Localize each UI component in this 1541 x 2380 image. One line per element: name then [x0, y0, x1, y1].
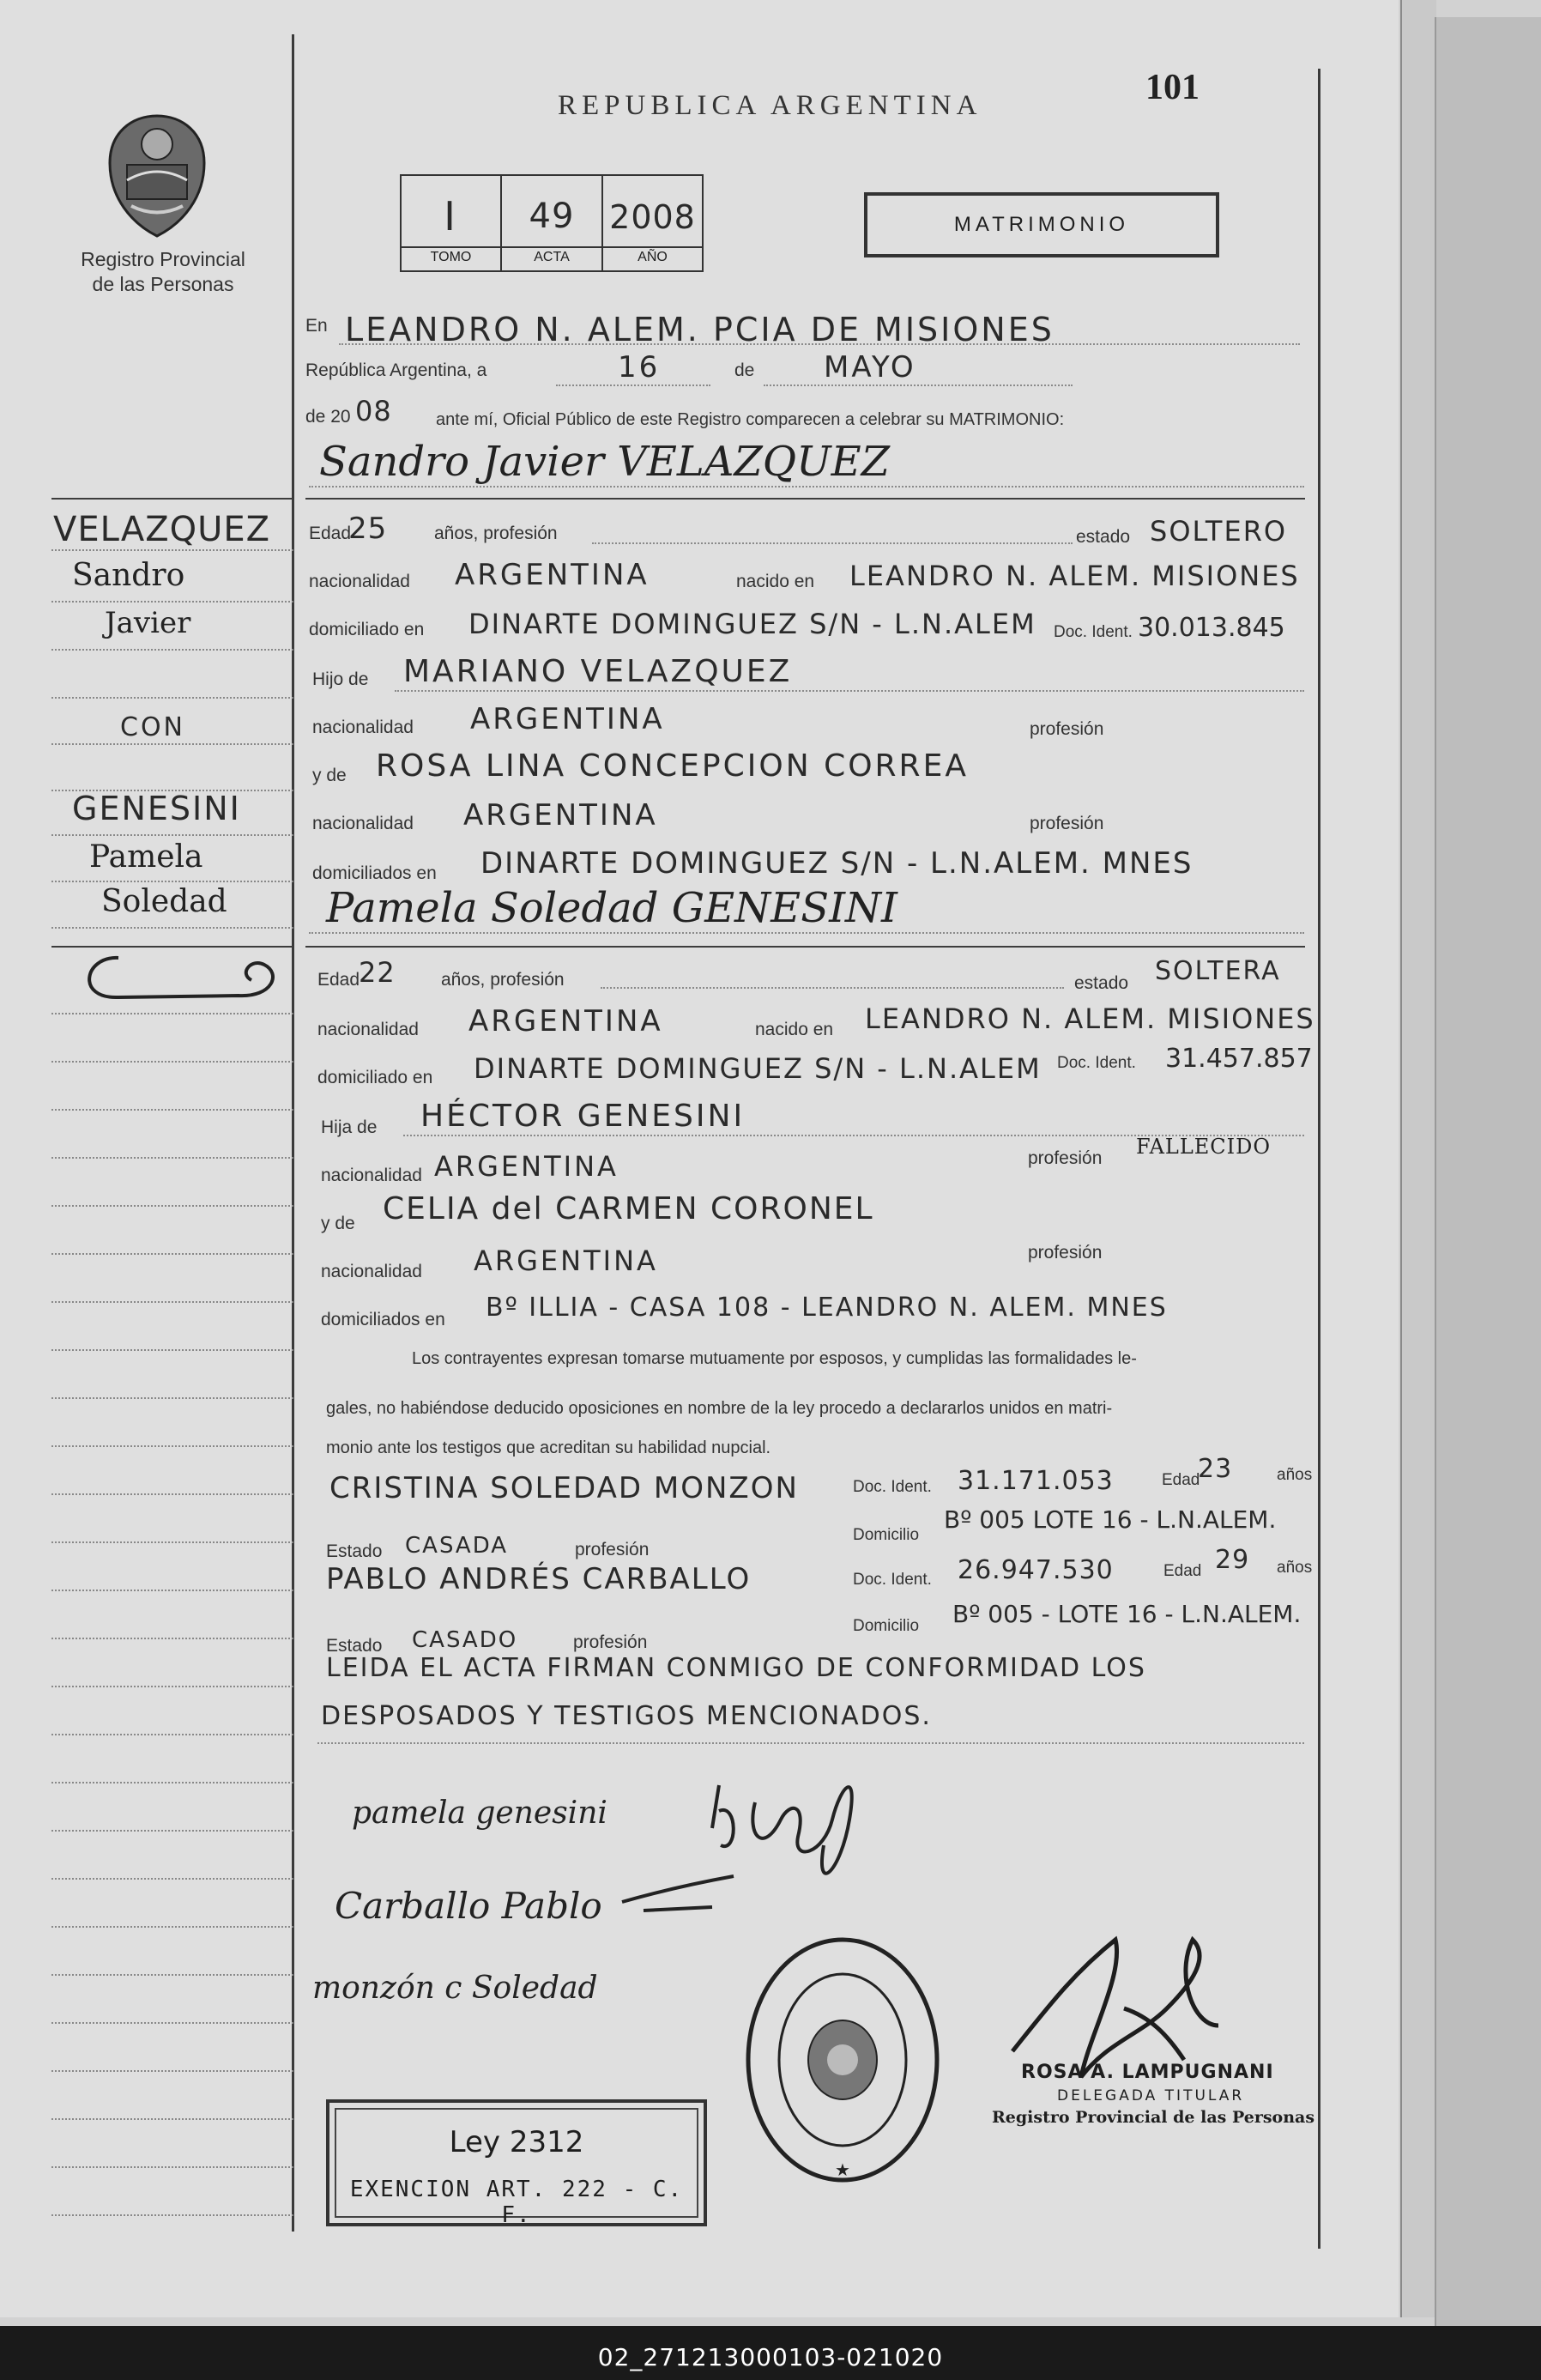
groom-mother: ROSA LINA CONCEPCION CORREA: [376, 748, 969, 784]
declaration-line1: Los contrayentes expresan tomarse mutuamente por esposos, y cumplidas las formalidades le-: [412, 1349, 1137, 1368]
bride-doc: 31.457.857: [1165, 1044, 1313, 1074]
closing-line1: LEIDA EL ACTA FIRMAN CONMIGO DE CONFORMIDAD LOS: [326, 1653, 1146, 1683]
bride-mother-label: y de: [321, 1214, 355, 1233]
margin-divider: [292, 34, 294, 2232]
bride-nacido-label: nacido en: [755, 1020, 834, 1039]
bride-estado-label: estado: [1074, 973, 1129, 993]
groom-father: MARIANO VELAZQUEZ: [403, 654, 793, 689]
bride-signature: pamela genesini: [352, 1796, 607, 1831]
witness2-profesion-label: profesión: [573, 1632, 648, 1652]
groom-estado-label: estado: [1076, 527, 1131, 547]
tomo-acta-year-box: [400, 174, 704, 272]
margin-conjunction: CON: [120, 712, 186, 742]
witness1-signature: monzón c Soledad: [312, 1971, 598, 2006]
official-title: DELEGADA TITULAR: [1057, 2087, 1245, 2104]
witness2-anios: años: [1277, 1559, 1313, 1577]
groom-parents-dom: DINARTE DOMINGUEZ S/N - L.N.ALEM. MNES: [480, 846, 1194, 881]
page-edge: [1400, 0, 1436, 2317]
groom-anios-profesion: años, profesión: [434, 524, 558, 543]
marriage-statement: ante mí, Oficial Público de este Registro comparecen a celebrar su MATRIMONIO:: [436, 410, 1065, 429]
tomo-label: TOMO: [430, 250, 472, 264]
groom-parents-dom-label: domiciliados en: [312, 863, 437, 883]
bride-domicilio: DINARTE DOMINGUEZ S/N - L.N.ALEM: [474, 1052, 1042, 1085]
witness1-doc-label: Doc. Ident.: [853, 1478, 932, 1496]
place-prefix: En: [305, 316, 328, 336]
groom-doc: 30.013.845: [1138, 613, 1285, 643]
bride-edad: 22: [359, 956, 396, 989]
acta-label: ACTA: [534, 250, 570, 264]
groom-doc-label: Doc. Ident.: [1054, 623, 1133, 641]
bride-domicilio-label: domiciliado en: [317, 1068, 433, 1087]
year-value: 2008: [609, 198, 696, 236]
bride-estado: SOLTERA: [1155, 956, 1281, 986]
signature-flourish-icon: [618, 1868, 738, 1919]
witness2-estado: CASADO: [412, 1627, 518, 1653]
registry-name: [69, 247, 257, 297]
province-crest-icon: [101, 112, 213, 240]
witness1-domicilio-label: Domicilio: [853, 1526, 920, 1544]
groom-nacionalidad-label: nacionalidad: [309, 572, 410, 591]
official-name: ROSA A. LAMPUGNANI: [1021, 2062, 1274, 2083]
groom-mother-nac-label: nacionalidad: [312, 814, 414, 833]
image-id-caption: 02_271213000103-021020: [597, 2343, 944, 2371]
section-divider: [305, 498, 1305, 500]
witness2-name: PABLO ANDRÉS CARBALLO: [326, 1562, 752, 1596]
groom-nacido-label: nacido en: [736, 572, 815, 591]
bride-nacionalidad: ARGENTINA: [468, 1004, 663, 1039]
page-edge-back: [1435, 17, 1541, 2326]
witness2-signature: Carballo Pablo: [335, 1885, 602, 1927]
witness1-edad: 23: [1198, 1454, 1233, 1484]
year-suffix: 08: [355, 395, 392, 427]
margin-mark-icon: [67, 948, 299, 1008]
witness2-doc: 26.947.530: [958, 1555, 1114, 1585]
month-value: MAYO: [824, 350, 916, 385]
witness2-domicilio-label: Domicilio: [853, 1617, 920, 1635]
groom-edad-label: Edad: [309, 524, 352, 543]
document-type-box: [864, 192, 1219, 257]
bride-father-nac: ARGENTINA: [434, 1150, 619, 1183]
bride-mother: CELIA del CARMEN CORONEL: [383, 1191, 874, 1226]
bride-mother-prof-label: profesión: [1028, 1243, 1103, 1263]
groom-father-nac-label: nacionalidad: [312, 718, 414, 737]
witness1-edad-label: Edad: [1162, 1471, 1200, 1489]
margin-groom-surname: VELAZQUEZ: [53, 510, 271, 549]
bride-mother-nac: ARGENTINA: [474, 1245, 658, 1277]
groom-father-prof-label: profesión: [1030, 719, 1104, 739]
declaration-line3: monio ante los testigos que acreditan su habilidad nupcial.: [326, 1438, 771, 1457]
bride-father-prof-label: profesión: [1028, 1148, 1103, 1168]
day-value: 16: [618, 350, 661, 385]
witness2-edad: 29: [1215, 1545, 1250, 1575]
document-type: MATRIMONIO: [953, 213, 1130, 236]
closing-line2: DESPOSADOS Y TESTIGOS MENCIONADOS.: [321, 1701, 932, 1731]
margin-bride-surname: GENESINI: [72, 790, 241, 827]
ley-stamp: [326, 2099, 707, 2226]
registry-name-line2: de las Personas: [92, 273, 234, 295]
witness1-profesion-label: profesión: [575, 1540, 650, 1559]
groom-nacido: LEANDRO N. ALEM. MISIONES: [849, 560, 1300, 592]
de-label: de: [734, 360, 755, 380]
country-prefix: República Argentina, a: [305, 360, 487, 380]
ley-stamp-line2: EXENCION ART. 222 - C. F.: [349, 2177, 684, 2228]
witness1-anios: años: [1277, 1466, 1313, 1484]
witness1-name: CRISTINA SOLEDAD MONZON: [329, 1471, 799, 1505]
bride-nacido: LEANDRO N. ALEM. MISIONES: [865, 1002, 1315, 1035]
margin-groom-first: Sandro: [72, 558, 185, 593]
groom-domicilio: DINARTE DOMINGUEZ S/N - L.N.ALEM: [468, 608, 1036, 640]
bride-father-nac-label: nacionalidad: [321, 1166, 422, 1185]
bride-doc-label: Doc. Ident.: [1057, 1054, 1136, 1072]
groom-father-nac: ARGENTINA: [470, 702, 665, 736]
bride-parents-dom-label: domiciliados en: [321, 1310, 445, 1329]
place-value: LEANDRO N. ALEM. PCIA DE MISIONES: [345, 311, 1055, 348]
round-registry-seal: [740, 1931, 946, 2189]
groom-father-label: Hijo de: [312, 669, 369, 689]
right-border: [1318, 69, 1320, 2249]
year-label: AÑO: [638, 250, 668, 264]
witness2-doc-label: Doc. Ident.: [853, 1571, 932, 1589]
witness1-estado-label: Estado: [326, 1541, 383, 1561]
official-registry: Registro Provincial de las Personas: [992, 2108, 1315, 2127]
witness2-edad-label: Edad: [1163, 1562, 1202, 1580]
svg-text:★: ★: [835, 2161, 850, 2180]
witness1-doc: 31.171.053: [958, 1466, 1114, 1496]
margin-bride-first: Pamela: [89, 839, 203, 875]
margin-bride-second: Soledad: [101, 884, 227, 919]
groom-domicilio-label: domiciliado en: [309, 620, 425, 639]
bride-parents-dom: Bº ILLIA - CASA 108 - LEANDRO N. ALEM. MNES: [486, 1293, 1168, 1323]
groom-mother-prof-label: profesión: [1030, 814, 1104, 833]
bride-full-name: Pamela Soledad GENESINI: [326, 884, 897, 932]
country-heading: REPUBLICA ARGENTINA: [558, 90, 982, 121]
witness2-domicilio: Bº 005 - LOTE 16 - L.N.ALEM.: [952, 1600, 1302, 1628]
witness2-estado-label: Estado: [326, 1636, 383, 1656]
registry-name-line1: Registro Provincial: [81, 248, 245, 270]
bride-father-label: Hija de: [321, 1117, 378, 1137]
groom-mother-label: y de: [312, 766, 347, 785]
declaration-line2: gales, no habiéndose deducido oposiciones en nombre de la ley procedo a declararlos unidos en matri-: [326, 1399, 1113, 1418]
bride-father-prof: FALLECIDO: [1136, 1135, 1272, 1159]
groom-nacionalidad: ARGENTINA: [455, 558, 650, 592]
acta-value: 49: [529, 197, 575, 236]
groom-edad: 25: [348, 512, 388, 546]
folio-number: 101: [1145, 68, 1200, 107]
groom-estado: SOLTERO: [1150, 515, 1288, 548]
bride-nacionalidad-label: nacionalidad: [317, 1020, 419, 1039]
bride-mother-nac-label: nacionalidad: [321, 1262, 422, 1281]
witness1-domicilio: Bº 005 LOTE 16 - L.N.ALEM.: [944, 1505, 1277, 1534]
groom-mother-nac: ARGENTINA: [463, 798, 658, 833]
bride-edad-label: Edad: [317, 970, 360, 990]
witness1-estado: CASADA: [405, 1533, 509, 1559]
bride-anios-profesion: años, profesión: [441, 970, 565, 990]
margin-groom-second: Javier: [105, 606, 191, 640]
tomo-value: I: [444, 193, 458, 239]
bride-father: HÉCTOR GENESINI: [420, 1099, 746, 1134]
groom-full-name: Sandro Javier VELAZQUEZ: [319, 438, 890, 486]
ley-stamp-line1: Ley 2312: [449, 2125, 584, 2159]
year-prefix: de 20: [305, 407, 351, 427]
